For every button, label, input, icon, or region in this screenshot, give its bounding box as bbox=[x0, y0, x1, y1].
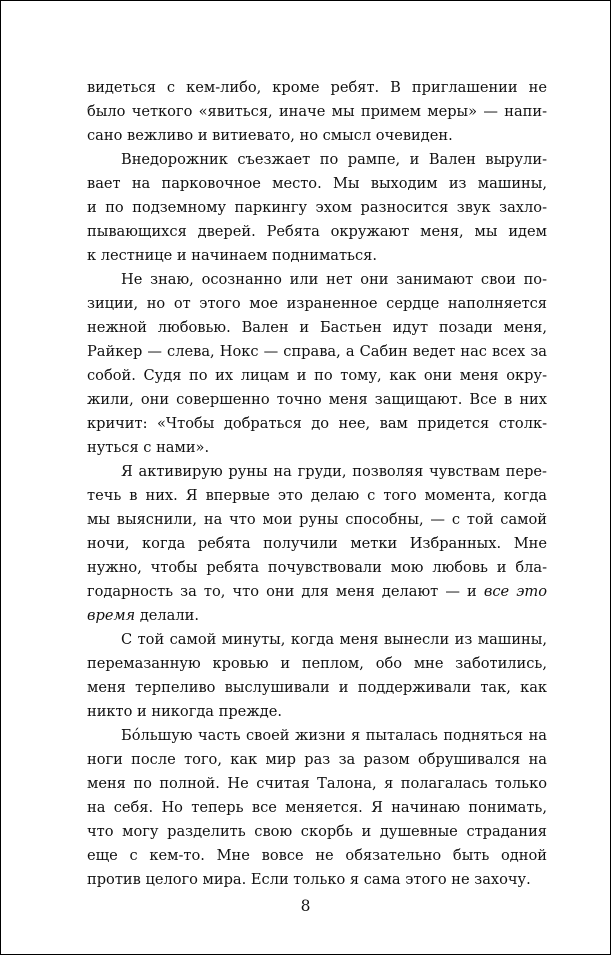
page-number: 8 bbox=[300, 897, 311, 915]
text-line: пывающихся дверей. Ребята окружают меня, мы идем bbox=[87, 223, 547, 240]
text-line: меня терпеливо выслушивали и поддерживали так, как bbox=[87, 679, 547, 696]
text-line: меня по полной. Не считая Талона, я полагалась только bbox=[87, 775, 547, 792]
text-line: зиции, но от этого мое израненное сердце наполняется bbox=[87, 295, 547, 312]
paragraph bbox=[87, 628, 547, 724]
text-line: на себя. Но теперь все меняется. Я начинаю понимать, bbox=[87, 799, 547, 816]
text-line: нужно, чтобы ребята почувствовали мою любовь и бла- bbox=[87, 559, 547, 576]
text-line: мы выяснили, на что мои руны способны, — с той самой bbox=[87, 511, 547, 528]
paragraph bbox=[87, 268, 547, 460]
body-text bbox=[87, 76, 547, 892]
text-line: что могу разделить свою скорбь и душевные страдания bbox=[87, 823, 547, 840]
paragraph bbox=[87, 148, 547, 268]
emphasis: время bbox=[87, 607, 136, 624]
text-line: кричит: «Чтобы добраться до нее, вам придется столк- bbox=[87, 415, 547, 432]
text-line: ноги после того, как мир раз за разом обрушивался на bbox=[87, 751, 547, 768]
text-line: собой. Судя по их лицам и по тому, как они меня окру- bbox=[87, 367, 547, 384]
text-line: было четкого «явиться, иначе мы примем меры» — напи- bbox=[87, 103, 547, 120]
text-line: против целого мира. Если только я сама этого не захочу. bbox=[87, 871, 531, 888]
paragraph bbox=[87, 724, 547, 892]
text-line: Я активирую руны на груди, позволяя чувствам пере- bbox=[121, 463, 547, 480]
text-line: жили, они совершенно точно меня защищают. Все в них bbox=[87, 391, 547, 408]
text-line: С той самой минуты, когда меня вынесли из машины, bbox=[121, 631, 547, 648]
text-line: годарность за то, что они для меня делают — и все это bbox=[87, 583, 547, 600]
text-line: Бóльшую часть своей жизни я пыталась подняться на bbox=[121, 727, 547, 744]
text-line: к лестнице и начинаем подниматься. bbox=[87, 247, 377, 264]
text-line: и по подземному паркингу эхом разносится звук захло- bbox=[87, 199, 547, 216]
text-line: Райкер — слева, Нокс — справа, а Сабин ведет нас всех за bbox=[87, 343, 547, 360]
text-line: видеться с кем-либо, кроме ребят. В приглашении не bbox=[87, 79, 547, 96]
emphasis: все это bbox=[483, 583, 547, 600]
text-line: время делали. bbox=[87, 607, 199, 624]
text-line: перемазанную кровью и пеплом, обо мне заботились, bbox=[87, 655, 547, 672]
text-line: нуться с нами». bbox=[87, 439, 210, 456]
text-line: вает на парковочное место. Мы выходим из машины, bbox=[87, 175, 547, 192]
text-line: Не знаю, осознанно или нет они занимают свои по- bbox=[121, 271, 547, 288]
text-line: нежной любовью. Вален и Бастьен идут позади меня, bbox=[87, 319, 547, 336]
text-line: Внедорожник съезжает по рампе, и Вален вырули- bbox=[121, 151, 547, 168]
text-line: течь в них. Я впервые это делаю с того момента, когда bbox=[87, 487, 547, 504]
text-line: сано вежливо и витиевато, но смысл очевиден. bbox=[87, 127, 453, 144]
paragraph bbox=[87, 460, 547, 628]
text-line: никто и никогда прежде. bbox=[87, 703, 282, 720]
text-line: ночи, когда ребята получили метки Избранных. Мне bbox=[87, 535, 547, 552]
text-line: еще с кем-то. Мне вовсе не обязательно быть одной bbox=[87, 847, 547, 864]
paragraph bbox=[87, 76, 547, 148]
